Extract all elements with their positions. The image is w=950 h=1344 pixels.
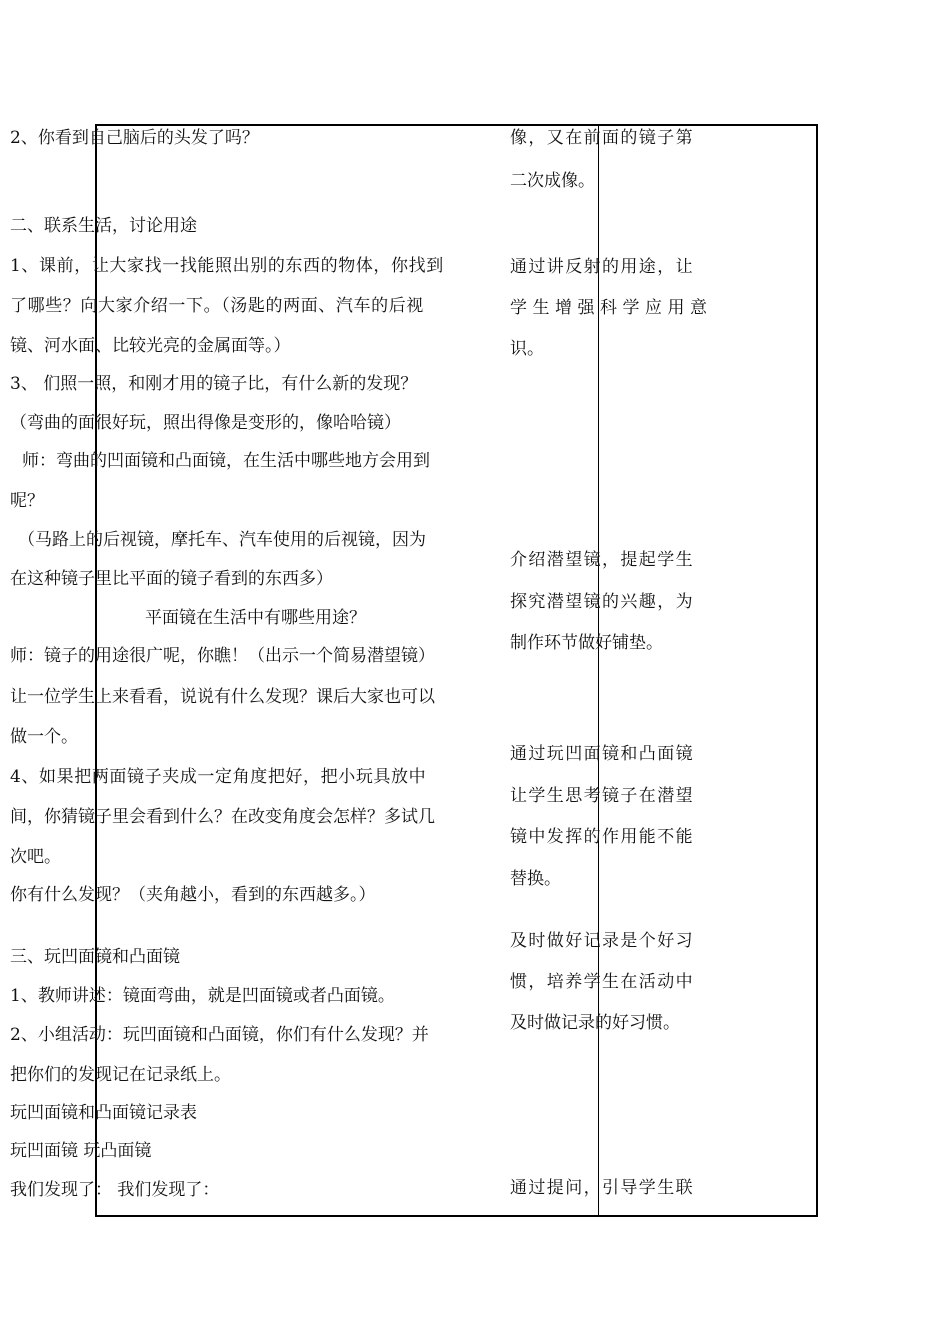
text-line: （马路上的后视镜，摩托车、汽车使用的后视镜，因为 bbox=[18, 530, 426, 550]
note-line: 通过讲反射的用途，让 bbox=[510, 257, 694, 277]
text-line: 在这种镜子里比平面的镜子看到的东西多） bbox=[10, 569, 333, 589]
text-line: 镜、河水面、比较光亮的金属面等。） bbox=[10, 336, 291, 356]
text-line: 玩凹面镜和凸面镜记录表 bbox=[10, 1103, 197, 1123]
text-line: 师：弯曲的凹面镜和凸面镜，在生活中哪些地方会用到 bbox=[22, 451, 430, 471]
column-divider bbox=[598, 126, 599, 1215]
text-line: 平面镜在生活中有哪些用途？ bbox=[145, 608, 366, 628]
note-line: 介绍潜望镜，提起学生 bbox=[510, 550, 694, 570]
note-line: 镜中发挥的作用能不能 bbox=[510, 827, 694, 847]
text-line: 师：镜子的用途很广呢，你瞧！（出示一个简易潜望镜） bbox=[10, 646, 435, 666]
text-line: 1、教师讲述：镜面弯曲，就是凹面镜或者凸面镜。 bbox=[10, 986, 395, 1006]
note-line: 通过玩凹面镜和凸面镜 bbox=[510, 744, 694, 764]
note-line: 像，又在前面的镜子第 bbox=[510, 128, 694, 148]
note-line: 制作环节做好铺垫。 bbox=[510, 633, 663, 653]
note-line: 惯，培养学生在活动中 bbox=[510, 972, 694, 992]
text-line: 玩凹面镜 玩凸面镜 bbox=[10, 1141, 152, 1161]
note-line: 让学生思考镜子在潜望 bbox=[510, 786, 694, 806]
text-line: 了哪些？向大家介绍一下。（汤匙的两面、汽车的后视 bbox=[10, 296, 424, 316]
section-heading: 二、联系生活，讨论用途 bbox=[10, 216, 197, 236]
text-line: 1、课前，让大家找一找能照出别的东西的物体，你找到 bbox=[10, 256, 444, 276]
section-heading: 三、玩凹面镜和凸面镜 bbox=[10, 947, 180, 967]
text-line: 我们发现了： 我们发现了： bbox=[10, 1180, 220, 1200]
text-line: 做一个。 bbox=[10, 727, 78, 747]
note-line: 替换。 bbox=[510, 869, 561, 889]
text-line: 呢？ bbox=[10, 491, 44, 511]
text-line: 让一位学生上来看看，说说有什么发现？课后大家也可以 bbox=[10, 687, 435, 707]
note-line: 通过提问，引导学生联 bbox=[510, 1178, 694, 1198]
note-line: 识。 bbox=[510, 339, 544, 359]
text-line: 2、小组活动：玩凹面镜和凸面镜，你们有什么发现？并 bbox=[10, 1025, 429, 1045]
note-line: 学生增强科学应用意 bbox=[510, 298, 713, 318]
note-line: 探究潜望镜的兴趣，为 bbox=[510, 592, 694, 612]
text-line: 次吧。 bbox=[10, 847, 61, 867]
text-line: （弯曲的面很好玩，照出得像是变形的，像哈哈镜） bbox=[10, 413, 401, 433]
note-line: 二次成像。 bbox=[510, 171, 595, 191]
text-line: 间，你猜镜子里会看到什么？在改变角度会怎样？多试几 bbox=[10, 807, 435, 827]
text-line: 3、 们照一照，和刚才用的镜子比，有什么新的发现？ bbox=[10, 374, 418, 394]
text-line: 2、你看到自己脑后的头发了吗？ bbox=[10, 128, 259, 148]
note-line: 及时做记录的好习惯。 bbox=[510, 1013, 680, 1033]
note-line: 及时做好记录是个好习 bbox=[510, 931, 694, 951]
text-line: 4、如果把两面镜子夹成一定角度把好，把小玩具放中 bbox=[10, 767, 427, 787]
lesson-table bbox=[95, 124, 818, 1217]
text-line: 把你们的发现记在记录纸上。 bbox=[10, 1065, 231, 1085]
text-line: 你有什么发现？（夹角越小，看到的东西越多。） bbox=[10, 885, 376, 905]
